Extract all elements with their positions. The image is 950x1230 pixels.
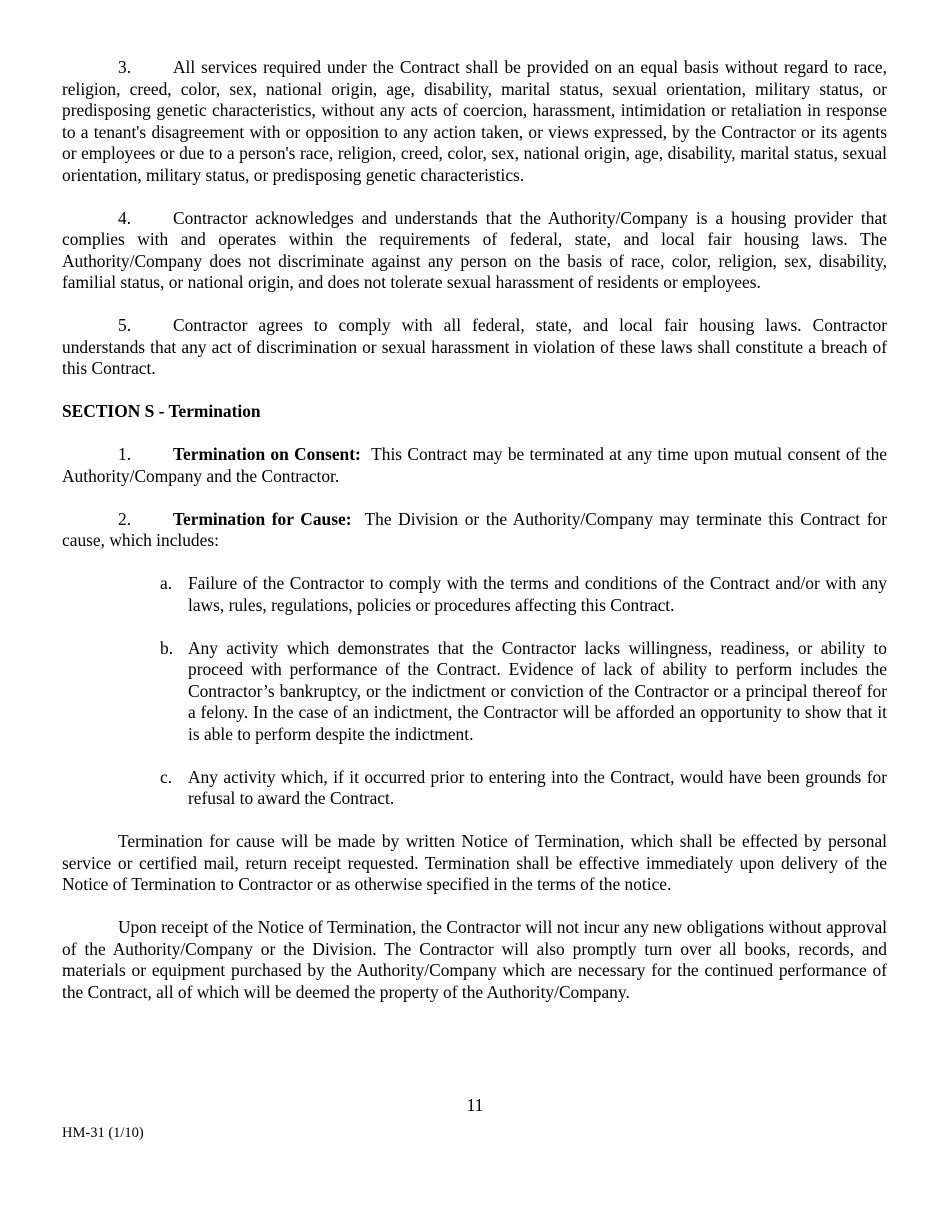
list-item-text: Any activity which demonstrates that the Contractor lacks willingness, readiness, or ability to proceed with performance of the Contract. Evidence of lack of ability to perform includes the Contractor’s bankruptcy, or the indictment or conviction of the Contractor or a principal thereof for a felony. In the case of an indictment, the Contractor will be afforded an opportunity to show that it is able to perform despite the indictment. [188,637,887,744]
list-item [160,637,887,746]
list-item-text: Any activity which, if it occurred prior to entering into the Contract, would have been grounds for refusal to award the Contract. [188,766,887,808]
list-item [160,573,887,616]
paragraph-number: 2. [118,508,132,529]
list-item-text: Failure of the Contractor to comply with the terms and conditions of the Contract and/or with any laws, rules, regulations, policies or procedures affecting this Contract. [188,573,887,615]
form-code: HM-31 (1/10) [62,1125,144,1141]
section-heading: SECTION S - Termination [62,401,261,421]
termination-for-cause [62,509,887,552]
notice-of-termination-paragraph: Termination for cause will be made by written Notice of Termination, which shall be effected by personal service or certified mail, return receipt requested. Termination shall be effective immediately upon delivery of the Notice of Termination to Contractor or as otherwise specified in the terms of the notice. [62,831,887,894]
paragraph-text: The Division or the Authority/Company may terminate this Contract for cause, which includes: [62,508,888,550]
paragraph-3 [62,57,887,186]
item-title: Termination on Consent: [173,444,361,464]
paragraph-text: This Contract may be terminated at any time upon mutual consent of the Authority/Company and the Contractor. [62,444,887,486]
paragraph-text: Contractor agrees to comply with all federal, state, and local fair housing laws. Contractor understands that any act of discrimination or sexual harassment in violation of these laws shall constitute a breach of this Contract. [62,315,887,378]
list-item-letter: a. [160,573,173,593]
document-page [62,57,887,1025]
paragraph-4 [62,208,887,294]
cause-list [62,573,887,810]
list-item-letter: b. [160,637,174,658]
paragraph-text: All services required under the Contract shall be provided on an equal basis without regard to race, religion, creed, color, sex, national origin, age, disability, marital status, sexual orientation, military status, or predisposing genetic characteristics, without any acts of coercion, harassment, intimidation or retaliation in response to a tenant's disagreement with or opposition to any action taken, or views expressed, by the Contractor or its agents or employees or due to a person's race, religion, creed, color, sex, national origin, age, disability, marital status, sexual orientation, military status, or predisposing genetic characteristics. [62,57,887,185]
paragraph-text: Contractor acknowledges and understands that the Authority/Company is a housing provider that complies with and operates within the requirements of federal, state, and local fair housing laws. The Authority/Company does not discriminate against any person on the basis of race, color, religion, sex, disability, familial status, or national origin, and does not tolerate sexual harassment of residents or employees. [62,207,887,292]
receipt-of-notice-paragraph: Upon receipt of the Notice of Termination, the Contractor will not incur any new obligations without approval of the Authority/Company or the Division. The Contractor will also promptly turn over all books, records, and materials or equipment purchased by the Authority/Company which are necessary for the continued performance of the Contract, all of which will be deemed the property of the Authority/Company. [62,917,887,1002]
list-item [160,766,887,810]
list-item-letter: c. [160,766,173,787]
item-title: Termination for Cause: [173,508,352,529]
paragraph-number: 1. [118,444,132,464]
termination-on-consent [62,444,887,487]
paragraph-5 [62,315,887,380]
page-number: 11 [466,1095,484,1115]
paragraph-number: 3. [118,57,132,77]
paragraph-number: 4. [118,207,132,228]
paragraph-number: 5. [118,315,132,335]
